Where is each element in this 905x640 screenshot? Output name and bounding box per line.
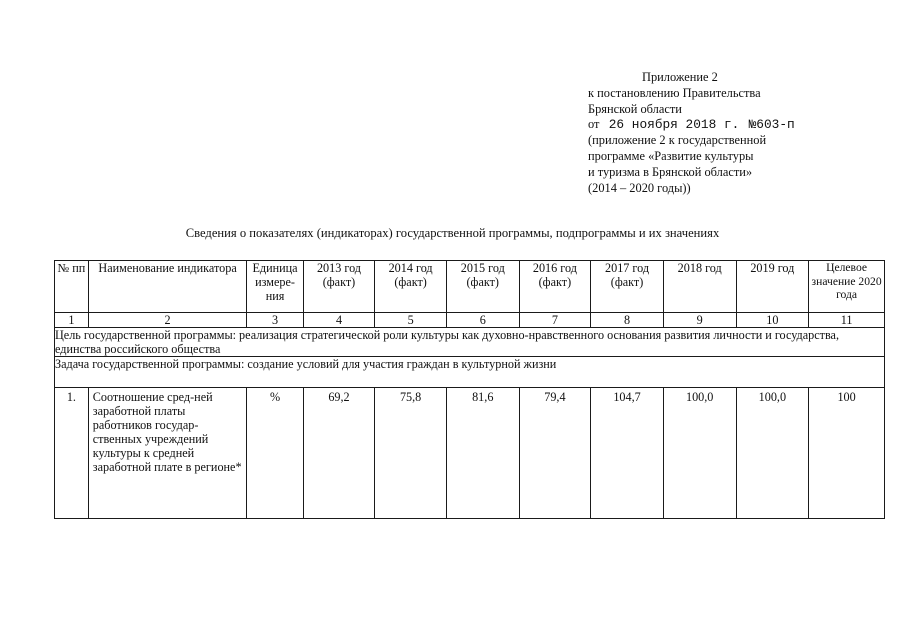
decree-date: 26 ноября 2018 г. [608, 117, 740, 133]
annex-title: Приложение 2 [642, 70, 718, 84]
column-number: 9 [663, 313, 736, 328]
column-number: 7 [519, 313, 591, 328]
decree-number: №603-п [748, 117, 795, 133]
header-cell: 2017 год (факт) [591, 261, 664, 313]
annex-block [588, 70, 888, 196]
column-number: 6 [446, 313, 519, 328]
program-task: Задача государственной программы: создание условий для участия граждан в культурной жизни [55, 357, 885, 388]
column-number: 1 [55, 313, 89, 328]
annex-line: и туризма в Брянской области» [588, 164, 753, 179]
target-2020: 100 [809, 388, 885, 519]
task-row [55, 357, 885, 388]
indicator-name: Соотношение сред-ней заработной платы работников государ-ственных учреждений культуры к средней заработной плате в регионе* [88, 388, 247, 519]
annex-line: к постановлению Правительства [588, 85, 761, 100]
column-number: 11 [809, 313, 885, 328]
value-2019: 100,0 [736, 388, 809, 519]
value-2013: 69,2 [303, 388, 375, 519]
header-cell: 2016 год (факт) [519, 261, 591, 313]
value-2015: 81,6 [446, 388, 519, 519]
column-number: 2 [88, 313, 247, 328]
goal-row [55, 328, 885, 357]
program-goal: Цель государственной программы: реализация стратегической роли культуры как духовно-нравственного основания развития личности и государства, единства российского общества [55, 328, 885, 357]
annex-date-line [588, 117, 888, 133]
from-prefix: от [588, 117, 600, 132]
header-cell: Наименование индикатора [88, 261, 247, 313]
annex-line: Брянской области [588, 101, 682, 116]
column-number: 10 [736, 313, 809, 328]
table-row [55, 388, 885, 519]
indicators-table [54, 260, 885, 519]
annex-line: (приложение 2 к государственной [588, 133, 767, 148]
document-heading: Сведения о показателях (индикаторах) государственной программы, подпрограммы и их значениях [185, 226, 720, 240]
column-number: 3 [247, 313, 303, 328]
header-cell: 2015 год (факт) [446, 261, 519, 313]
column-number: 4 [303, 313, 375, 328]
column-number: 5 [375, 313, 447, 328]
header-row [55, 261, 885, 313]
value-2017: 104,7 [591, 388, 664, 519]
header-cell: № пп [55, 261, 89, 313]
value-2014: 75,8 [375, 388, 447, 519]
header-cell: Целевое значение 2020 года [809, 261, 885, 313]
header-cell: Единица измере-ния [247, 261, 303, 313]
unit-cell: % [247, 388, 303, 519]
header-cell: 2018 год [663, 261, 736, 313]
header-cell: 2014 год (факт) [375, 261, 447, 313]
annex-line: программе «Развитие культуры [588, 148, 754, 163]
column-number: 8 [591, 313, 664, 328]
value-2018: 100,0 [663, 388, 736, 519]
annex-line: (2014 – 2020 годы)) [588, 180, 691, 195]
header-cell: 2013 год (факт) [303, 261, 375, 313]
header-cell: 2019 год [736, 261, 809, 313]
value-2016: 79,4 [519, 388, 591, 519]
row-number: 1. [55, 388, 89, 519]
column-number-row [55, 313, 885, 328]
